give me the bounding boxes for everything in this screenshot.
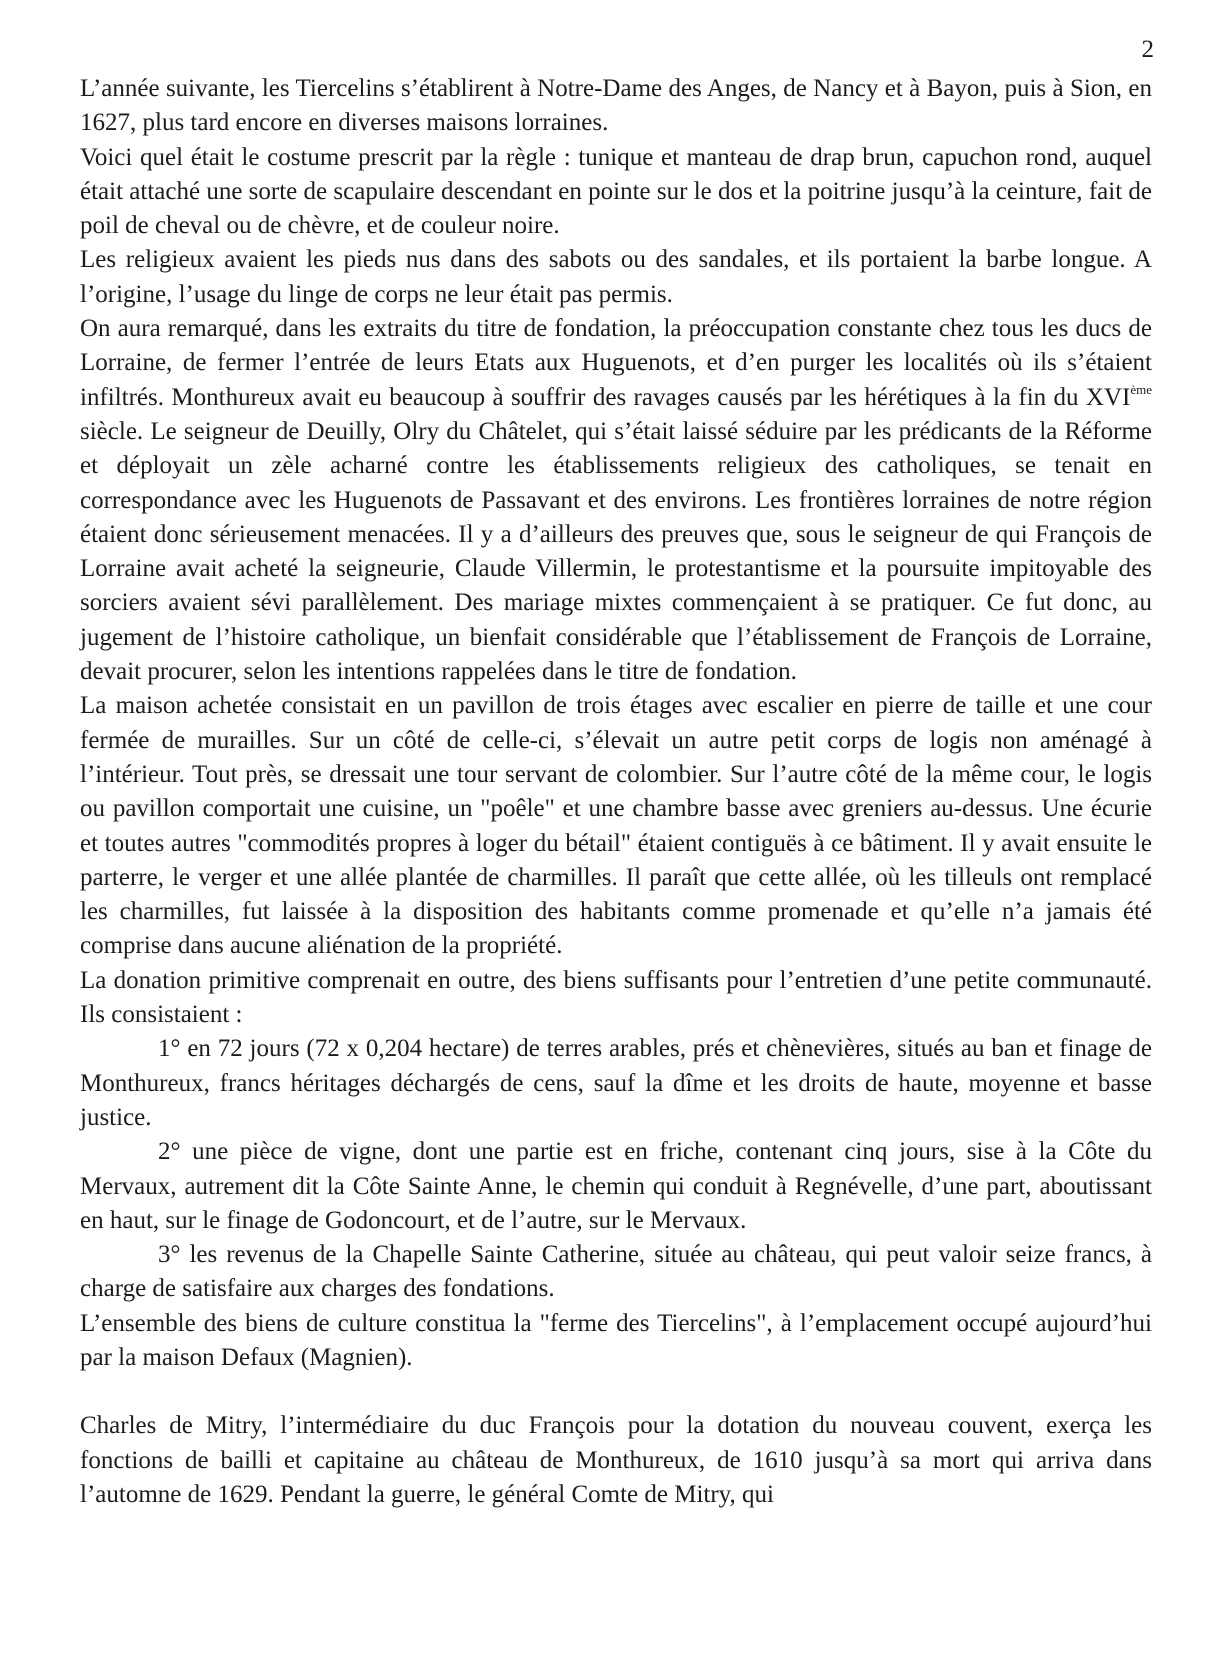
list-item-vineyard: 2° une pièce de vigne, dont une partie est en friche, contenant cinq jours, sise à la Côte du Mervaux, autrement dit la Côte Sainte Anne, le chemin qui conduit à Regnévelle, d’une part, aboutissant en haut, sur le finage de Godoncourt, et de l’autre, sur le Mervaux. (80, 1138, 1152, 1234)
paragraph-huguenots (80, 312, 1152, 689)
paragraph-charles-de-mitry: Charles de Mitry, l’intermédiaire du duc François pour la dotation du nouveau couvent, exerça les fonctions de bailli et capitaine au château de Monthureux, de 1610 jusqu’à sa mort qui arriva dans l’automne de 1629. Pendant la guerre, le général Comte de Mitry, qui (80, 1412, 1152, 1508)
body-text (80, 72, 1152, 1512)
paragraph-religious-habits: Les religieux avaient les pieds nus dans des sabots ou des sandales, et ils portaient la barbe longue. A l’origine, l’usage du linge de corps ne leur était pas permis. (80, 246, 1152, 308)
paragraph-house-description: La maison achetée consistait en un pavillon de trois étages avec escalier en pierre de taille et une cour fermée de murailles. Sur un côté de celle-ci, s’élevait un autre petit corps de logis non aménagé à l’intérieur. Tout près, se dressait une tour servant de colombier. Sur l’autre côté de la même cour, le logis ou pavillon comportait une cuisine, un "poêle" et une chambre basse avec greniers au-dessus. Une écurie et toutes autres "commodités propres à loger du bétail" étaient contiguës à ce bâtiment. Il y avait ensuite le parterre, le verger et une allée plantée de charmilles. Il paraît que cette allée, où les tilleuls ont remplacé les charmilles, fut laissée à la disposition des habitants comme promenade et qu’elle n’a jamais été comprise dans aucune aliénation de la propriété. (80, 692, 1152, 960)
list-item-lands: 1° en 72 jours (72 x 0,204 hectare) de terres arables, prés et chènevières, situés au ban et finage de Monthureux, francs héritages déchargés de cens, sauf la dîme et les droits de haute, moyenne et basse justice. (80, 1035, 1152, 1131)
paragraph-costume: Voici quel était le costume prescrit par la règle : tunique et manteau de drap brun, capuchon rond, auquel était attaché une sorte de scapulaire descendant en pointe sur le dos et la poitrine jusqu’à la ceinture, fait de poil de cheval ou de chèvre, et de couleur noire. (80, 143, 1152, 240)
list-item-chapel-revenue: 3° les revenus de la Chapelle Sainte Catherine, située au château, qui peut valoir seize francs, à charge de satisfaire aux charges des fondations. (80, 1241, 1152, 1303)
superscript-eme: ème (1130, 381, 1152, 397)
paragraph-ferme-tiercelins: L’ensemble des biens de culture constitua la "ferme des Tiercelins", à l’emplacement occupé aujourd’hui par la maison Defaux (Magnien). (80, 1309, 1152, 1371)
page-number: 2 (1141, 36, 1154, 63)
paragraph-donation: La donation primitive comprenait en outre, des biens suffisants pour l’entretien d’une petite communauté. Ils consistaient : (80, 966, 1152, 1029)
paragraph-tiercelins-establishment: L’année suivante, les Tiercelins s’établirent à Notre-Dame des Anges, de Nancy et à Bayon, puis à Sion, en 1627, plus tard encore en diverses maisons lorraines. (80, 75, 1152, 137)
paragraph-huguenots-end: siècle. Le seigneur de Deuilly, Olry du Châtelet, qui s’était laissé séduire par les prédicants de la Réforme et déployait un zèle acharné contre les établissements religieux des catholiques, se tenait en correspondance avec les Huguenots de Passavant et des environs. Les frontières lorraines de notre région étaient donc sérieusement menacées. Il y a d’ailleurs des preuves que, sous le seigneur de qui François de Lorraine avait acheté la seigneurie, Claude Villermin, le protestantisme et la poursuite impitoyable des sorciers avaient sévi parallèlement. Des mariage mixtes commençaient à se pratiquer. Ce fut donc, au jugement de l’histoire catholique, un bienfait considérable que l’établissement de François de Lorraine, devait procurer, selon les intentions rappelées dans le titre de fondation. (80, 417, 1152, 686)
paragraph-huguenots-start: On aura remarqué, dans les extraits du titre de fondation, la préoccupation constante chez tous les ducs de Lorraine, de fermer l’entrée de leurs Etats aux Huguenots, et d’en purger les localités où ils s’étaient infiltrés. Monthureux avait eu beaucoup à souffrir des ravages causés par les hérétiques à la fin du XVI (80, 315, 1152, 411)
